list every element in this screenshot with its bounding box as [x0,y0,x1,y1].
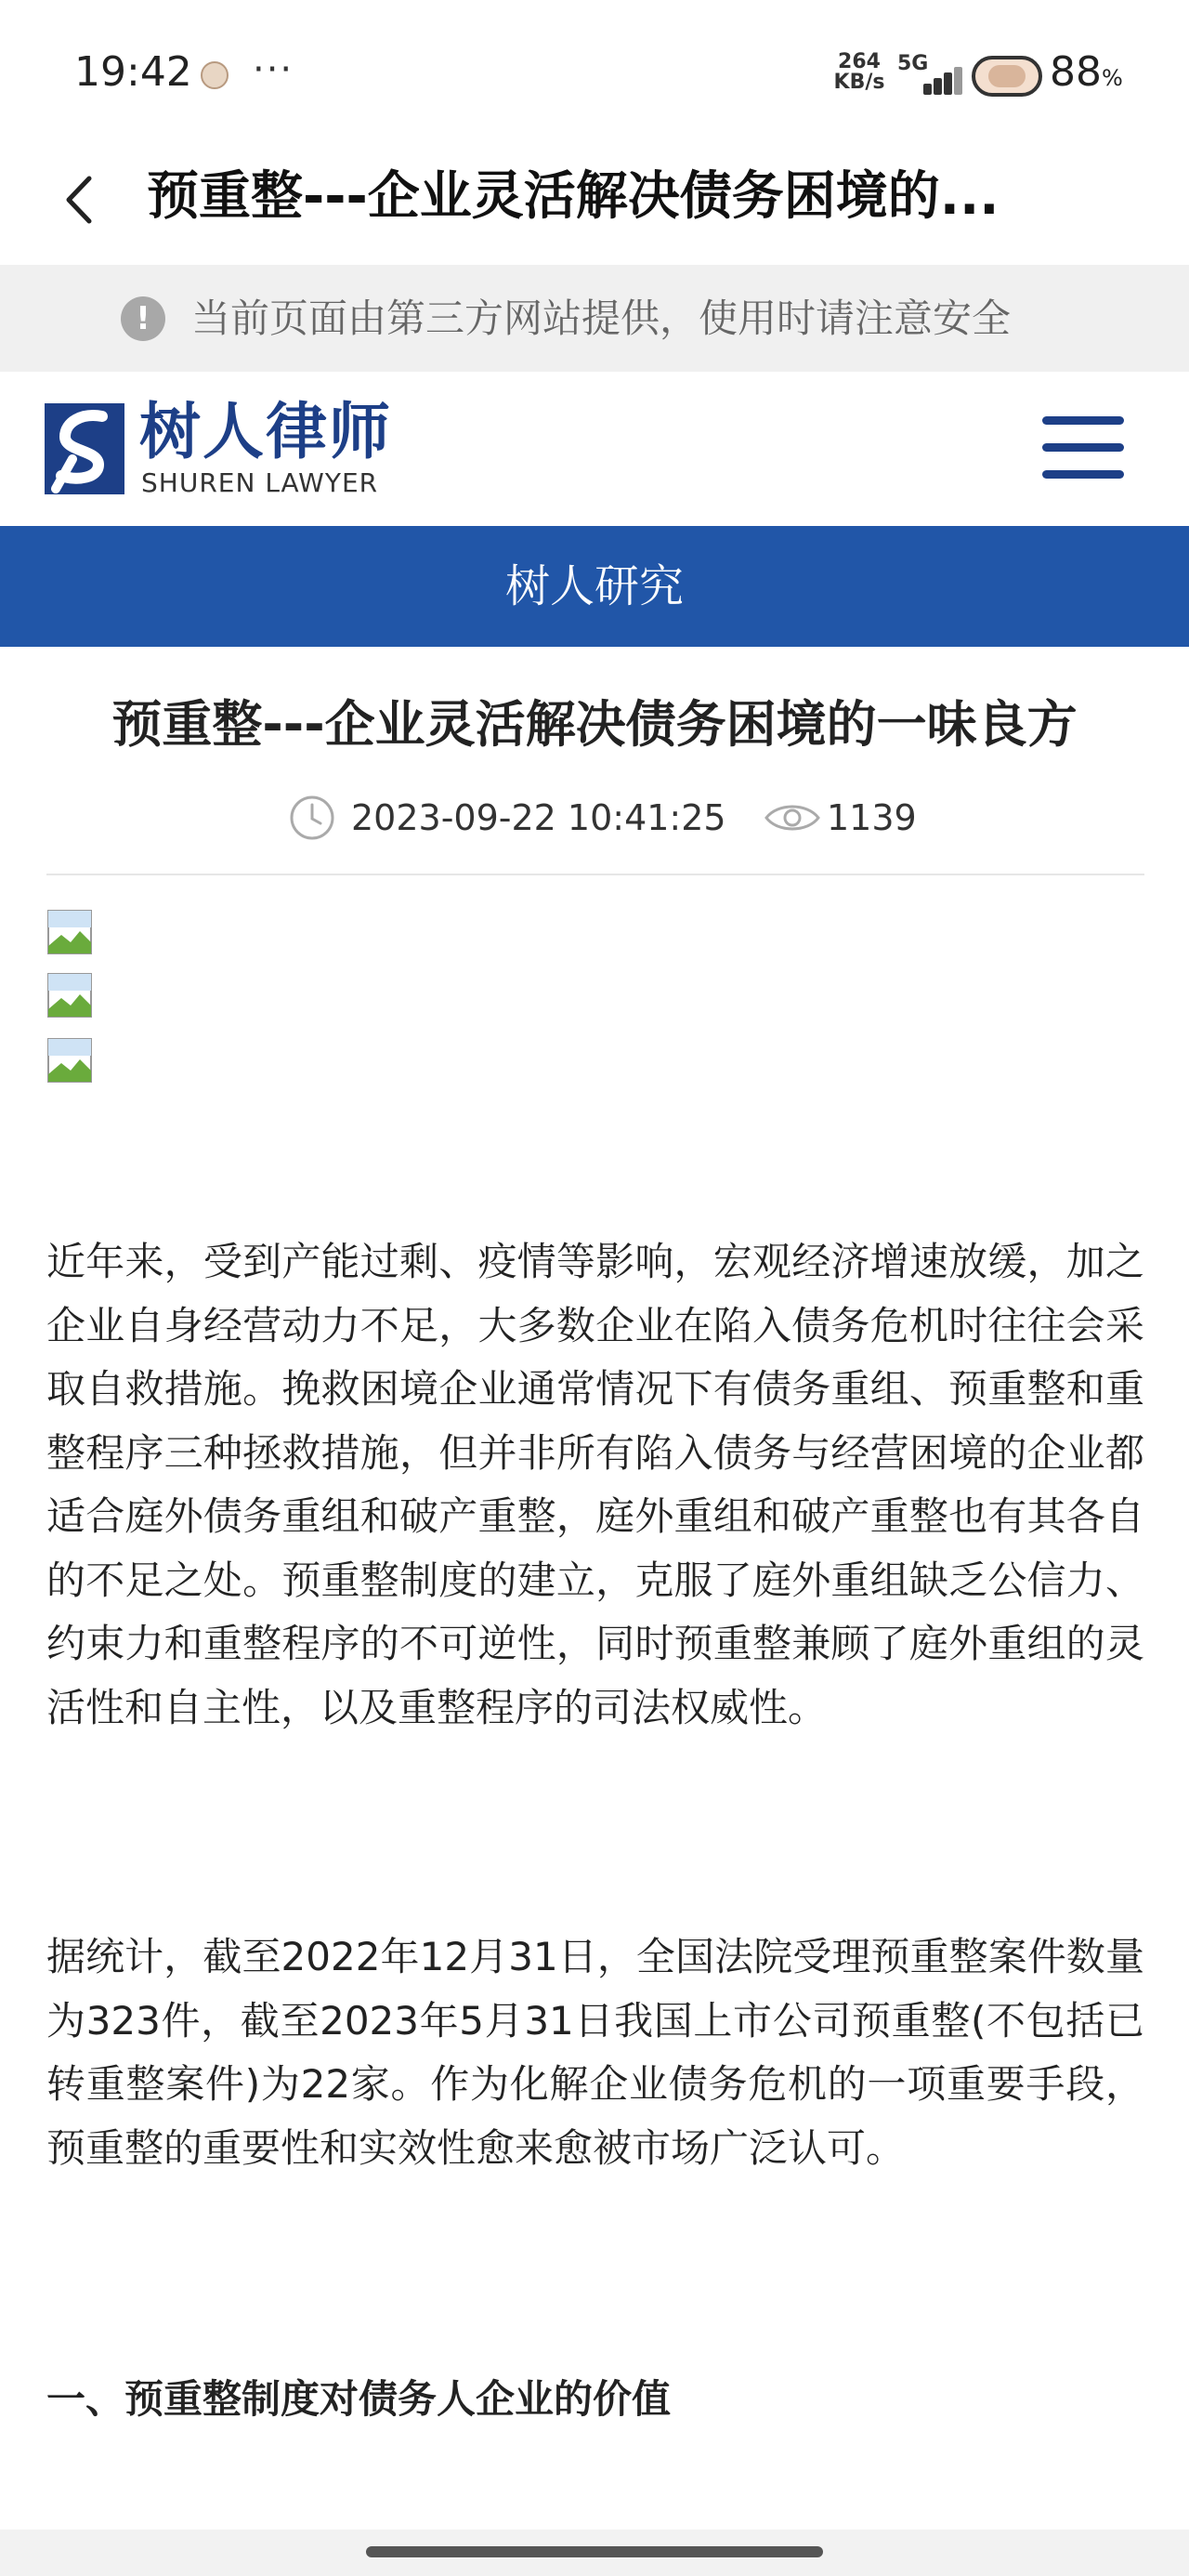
broken-image-icon [46,909,93,955]
battery-percent [1050,48,1123,96]
notification-app-icon [201,61,229,89]
divider [46,874,1144,875]
view-count: 1139 [827,797,917,838]
nav-header [0,139,1189,265]
section-bar [0,526,1189,647]
signal-icon [903,58,966,95]
logo-text-cn[interactable]: 树人律师 [139,396,392,467]
article-meta [0,786,1189,851]
battery-icon [972,56,1042,97]
shuren-logo-icon[interactable] [45,403,124,494]
battery-unit: % [1102,65,1123,91]
status-bar [0,0,1189,139]
status-time: 19:42 [74,48,192,96]
article-paragraph: 据统计，截至2022年12月31日，全国法院受理预重整案件数量为323件，截至2023年5月31日我国上市公司预重整(不包括已转重整案件)为22家。作为化解企业债务危机的一项重要手段，预重整的重要性和实效性愈来愈被市场广泛认可。 [46,1934,1144,2171]
network-speed-value: 264 [838,50,881,73]
site-header [0,372,1189,528]
hamburger-menu-icon[interactable] [1042,416,1124,480]
article-title: 预重整---企业灵活解决债务困境的一味良方 [111,695,1078,754]
clock-icon [288,794,336,842]
chevron-left-icon[interactable] [48,167,113,232]
exclamation-icon: ! [121,296,165,341]
broken-image-icon [46,1037,93,1084]
logo-text-en[interactable]: SHUREN LAWYER [141,467,379,498]
network-speed [827,52,892,93]
eye-icon [764,799,821,836]
battery-value: 88 [1050,48,1102,96]
notice-text: 当前页面由第三方网站提供，使用时请注意安全 [191,296,1012,341]
section-title[interactable]: 树人研究 [504,560,684,612]
publish-date: 2023-09-22 10:41:25 [351,797,726,838]
home-indicator[interactable] [366,2546,823,2557]
network-type: 5G [897,52,929,75]
gesture-bar [0,2530,1189,2576]
section-heading: 一、预重整制度对债务人企业的价值 [46,2376,672,2422]
page-title: 预重整---企业灵活解决债务困境的... [147,166,1000,227]
article-paragraph: 近年来，受到产能过剩、疫情等影响，宏观经济增速放缓，加之企业自身经营动力不足，大多数企业在陷入债务危机时往往会采取自救措施。挽救困境企业通常情况下有债务重组、预重整和重整程序三种拯救措施，但并非所有陷入债务与经营困境的企业都适合庭外债务重组和破产重整，庭外重组和破产重整也有其各自的不足之处。预重整制度的建立，克服了庭外重组缺乏公信力、约束力和重整程序的不可逆性，同时预重整兼顾了庭外重组的灵活性和自主性，以及重整程序的司法权威性。 [46,1239,1144,1730]
network-speed-unit: KB/s [833,71,885,94]
broken-image-icon [46,972,93,1019]
more-notifications-icon: ··· [253,48,294,91]
safety-notice [0,265,1189,372]
